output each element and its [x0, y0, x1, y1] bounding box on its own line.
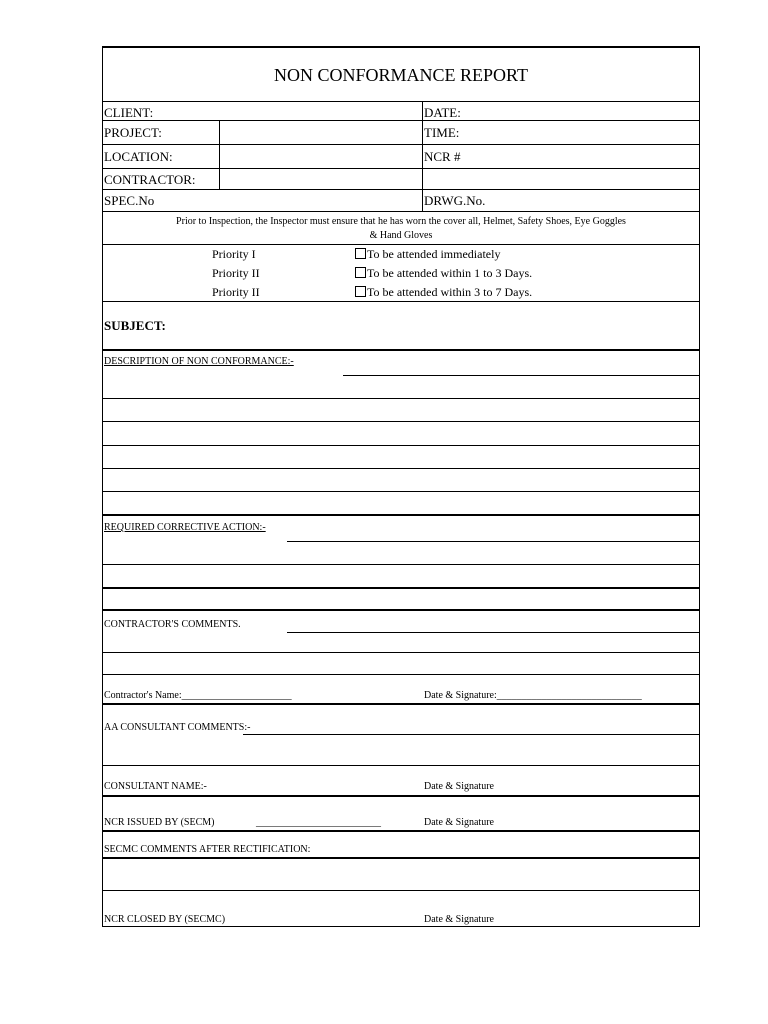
client-field[interactable]	[163, 102, 421, 119]
contractor-field[interactable]	[220, 169, 421, 188]
date-field[interactable]	[463, 102, 699, 119]
ncr-issued-date-signature-label: Date & Signature	[424, 817, 494, 828]
time-label: TIME:	[424, 125, 460, 140]
consultant-date-signature-label: Date & Signature	[424, 781, 494, 792]
location-field[interactable]	[220, 145, 421, 167]
safety-note-line1: Prior to Inspection, the Inspector must ensure that he has worn the cover all, Helmet, Safety Shoes, Eye Goggles	[176, 216, 626, 227]
ncr-number-label: NCR #	[424, 149, 461, 164]
priority-3-label: Priority II	[212, 285, 260, 299]
safety-note-line2: & Hand Gloves	[369, 230, 433, 241]
date-label: DATE:	[424, 105, 461, 120]
priority-2-label: Priority II	[212, 266, 260, 280]
corrective-action-field[interactable]	[103, 542, 699, 608]
ncr-issued-by-label: NCR ISSUED BY (SECM)	[104, 817, 215, 828]
drwg-no-label: DRWG.No.	[424, 193, 486, 208]
drwg-no-field[interactable]	[483, 190, 699, 210]
ncr-form	[102, 46, 700, 927]
location-label: LOCATION:	[104, 149, 173, 164]
secmc-comments-label: SECMC COMMENTS AFTER RECTIFICATION:	[104, 844, 311, 855]
priority-3-checkbox[interactable]	[355, 286, 366, 297]
description-label: DESCRIPTION OF NON CONFORMANCE:-	[104, 356, 294, 367]
project-label: PROJECT:	[104, 125, 162, 140]
contractor-date-signature-label: Date & Signature:_____________________________	[424, 690, 642, 701]
priority-1-checkbox[interactable]	[355, 248, 366, 259]
contractor-comments-label: CONTRACTOR'S COMMENTS.	[104, 619, 241, 630]
contractor-label: CONTRACTOR:	[104, 172, 196, 187]
subject-field[interactable]	[173, 304, 697, 346]
subject-label: SUBJECT:	[104, 318, 166, 333]
spec-no-field[interactable]	[163, 190, 421, 210]
ncr-issued-by-blank[interactable]: _________________________	[256, 817, 381, 828]
ncr-closed-date-signature-label: Date & Signature	[424, 914, 494, 925]
aa-consultant-comments-label: AA CONSULTANT COMMENTS:-	[104, 722, 251, 733]
ncr-number-field[interactable]	[463, 145, 699, 167]
corrective-action-label: REQUIRED CORRECTIVE ACTION:-	[104, 522, 266, 533]
project-field[interactable]	[220, 121, 421, 143]
aa-consultant-comments-field[interactable]	[103, 735, 699, 764]
consultant-name-label: CONSULTANT NAME:-	[104, 781, 207, 792]
spec-no-label: SPEC.No	[104, 193, 155, 208]
priority-3-description: To be attended within 3 to 7 Days.	[367, 285, 533, 299]
priority-2-checkbox[interactable]	[355, 267, 366, 278]
contractor-name-label: Contractor's Name:______________________	[104, 690, 292, 701]
report-title: NON CONFORMANCE REPORT	[274, 65, 528, 85]
priority-1-description: To be attended immediately	[367, 247, 501, 261]
priority-2-description: To be attended within 1 to 3 Days.	[367, 266, 533, 280]
description-field[interactable]	[103, 376, 699, 513]
secmc-comments-field[interactable]	[103, 858, 699, 889]
priority-1-label: Priority I	[212, 247, 256, 261]
contractor-comments-field[interactable]	[103, 633, 699, 673]
ncr-closed-by-label: NCR CLOSED BY (SECMC)	[104, 914, 226, 925]
client-label: CLIENT:	[104, 105, 154, 120]
time-field[interactable]	[463, 121, 699, 143]
